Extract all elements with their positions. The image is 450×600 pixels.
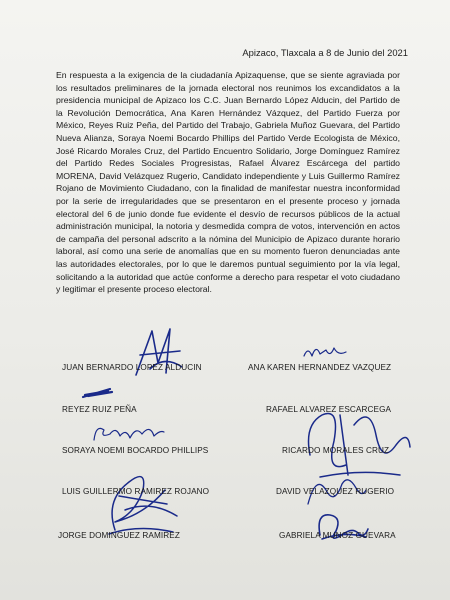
signature-ramirez-rojano bbox=[95, 460, 185, 540]
place-date: Apizaco, Tlaxcala a 8 de Junio del 2021 bbox=[242, 47, 408, 58]
signature-ruiz-pena bbox=[80, 385, 116, 401]
signatory-name: RICARDO MORALES CRUZ bbox=[282, 446, 390, 455]
signatory-name: LUIS GUILLERMO RAMIREZ ROJANO bbox=[62, 487, 210, 496]
signature-hernandez-vazquez bbox=[300, 340, 350, 365]
signatory-name: REYEZ RUIZ PEÑA bbox=[62, 405, 137, 414]
signatory-name: JORGE DOMINGUEZ RAMIREZ bbox=[58, 531, 180, 540]
signatory-name: SORAYA NOEMI BOCARDO PHILLIPS bbox=[62, 446, 209, 455]
signatory-name: JUAN BERNARDO LOPEZ ALDUCIN bbox=[62, 363, 202, 372]
signatory-name: GABRIELA MUNOZ GUEVARA bbox=[279, 531, 396, 540]
signatory-name: DAVID VELAZQUEZ RUGERIO bbox=[276, 487, 395, 496]
signatory-name: ANA KAREN HERNANDEZ VAZQUEZ bbox=[248, 363, 392, 372]
signature-bocardo-phillips bbox=[90, 420, 168, 448]
statement-body: En respuesta a la exigencia de la ciudadanía Apizaquense, que se siente agraviada por los resultados preliminares de la jornada electoral nos reunimos los excandidatos a la presidencia municipal de Apizaco los C.C. Juan Bernardo López Alducin, del Partido de la Revolución Democrática, Ana Karen Hernández Vázquez, del Partido Fuerza por México, Reyes Ruiz Peña, del Partido del Trabajo, Gabriela Muñoz Guevara, del Partido Nueva Alianza, Soraya Noemi Bocardo Phillips del Partido Verde Ecologista de México, José Ricardo Morales Cruz, del Partido Encuentro Solidario, Jorge Domínguez Ramírez del Partido Redes Sociales Progresistas, Rafael Álvarez Escárcega del partido MORENA, David Velázquez Rugerio, Candidato independiente y Luis Guillermo Ramírez Rojano de Movimiento Ciudadano, con la finalidad de manifestar nuestra inconformidad por la serie de irregularidades que se presentaron en el presente proceso y jornada electoral del 6 de junio donde fue evidente el desvío de recursos públicos de la actual administración municipal, la notoria y desmedida compra de votos, intervención en actos de campaña del personal adscrito a la nómina del Municipio de Apizaco durante horario laboral, así como una serie de anomalías que en su momento fueron denunciadas ante las autoridades electorales, por lo que le daremos puntual seguimiento por la vía legal, solicitando a la autoridad que actúe conforme a derecho para respetar el voto ciudadano y legitimar el presente proceso electoral. bbox=[56, 70, 400, 295]
signatory-name: RAFAEL ALVAREZ ESCARCEGA bbox=[266, 405, 392, 414]
signature-lopez-alducin bbox=[130, 325, 190, 385]
